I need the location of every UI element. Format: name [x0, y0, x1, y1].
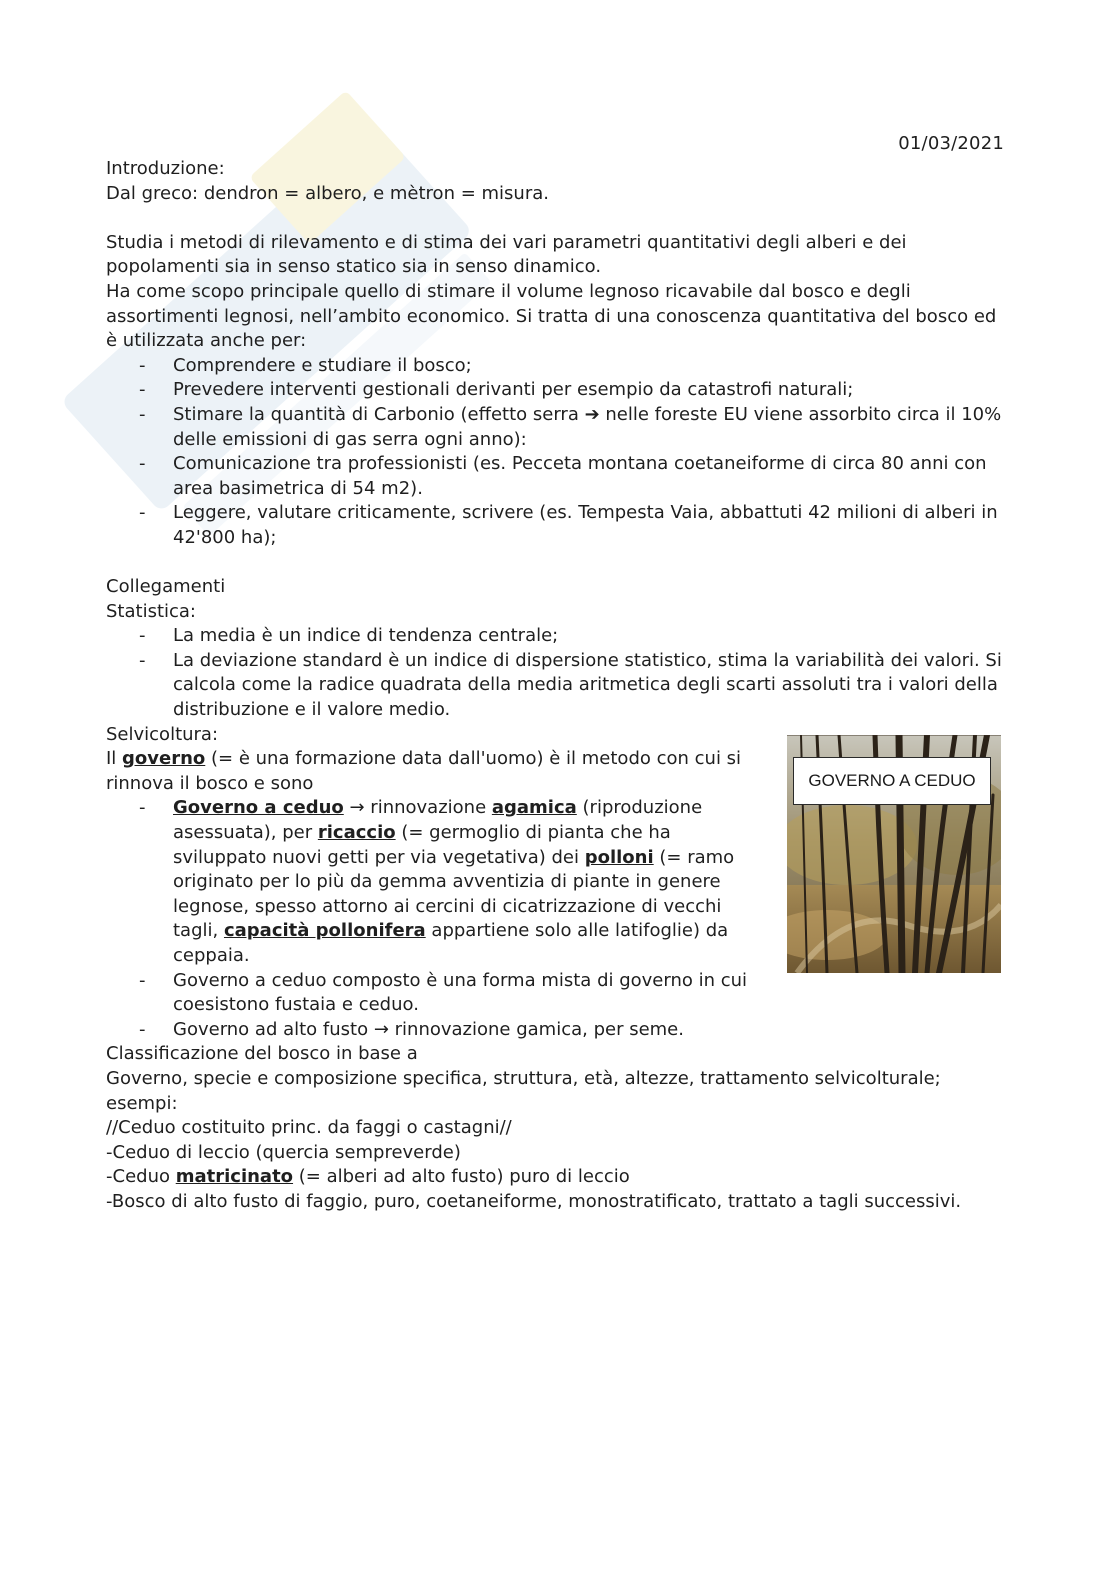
term-polloni: polloni: [584, 846, 654, 868]
term-ricaccio: ricaccio: [317, 822, 396, 844]
governance-list: [106, 796, 766, 1042]
links-heading: Collegamenti: [106, 576, 226, 598]
paragraph-line: popolamenti sia in senso statico sia in senso dinamico.: [106, 256, 602, 278]
coppice-forest-photo: [787, 735, 1001, 973]
intro-heading: Introduzione:: [106, 158, 225, 179]
classification-line: esempi:: [106, 1092, 178, 1114]
uses-list: [106, 354, 1011, 551]
list-item: - Leggere, valutare criticamente, scrivere (es. Tempesta Vaia, abbattuti 42 milioni di alberi in 42'800 ha);: [106, 501, 1011, 550]
classification-line: Classificazione del bosco in base a: [106, 1043, 418, 1065]
paragraph-line: Ha come scopo principale quello di stimare il volume legnoso ricavabile dal bosco e degli: [106, 280, 911, 302]
etymology: Dal greco: dendron = albero, e mètron = misura.: [106, 182, 549, 204]
classification-line: Governo, specie e composizione specifica, struttura, età, altezze, trattamento selvicolturale;: [106, 1067, 941, 1089]
list-item: - Governo ad alto fusto → rinnovazione gamica, per seme.: [106, 1018, 766, 1043]
list-item: - Governo a ceduo composto è una forma mista di governo in cui coesistono fustaia e ceduo.: [106, 969, 766, 1018]
photo-caption: GOVERNO A CEDUO: [793, 757, 991, 805]
list-item: - Governo a ceduo → rinnovazione agamica (riproduzione asessuata), per ricaccio (= germoglio di pianta che ha sviluppato nuovi getti per via vegetativa) dei polloni (= ramo originato per lo più da gemma avventizia di piante in genere legnose, spesso attorno ai cercini di cicatrizzazione di vecchi tagli, capacità pollonifera appartiene solo alle latifoglie) da ceppaia.: [106, 796, 766, 968]
term-capacita-pollonifera: capacità pollonifera: [223, 920, 426, 942]
list-item: - Prevedere interventi gestionali derivanti per esempio da catastrofi naturali;: [106, 378, 1011, 403]
list-item: - Stimare la quantità di Carbonio (effetto serra ➔ nelle foreste EU viene assorbito circa il 10% delle emissioni di gas serra ogni anno):: [106, 403, 1011, 452]
term-governo-a-ceduo: Governo a ceduo: [173, 797, 344, 819]
document-date: 01/03/2021: [898, 133, 1004, 154]
silviculture-intro: Il governo (= è una formazione data dall'uomo) è il metodo con cui si rinnova il bosco e sono: [106, 748, 742, 794]
paragraph-line: assortimenti legnosi, nell’ambito economico. Si tratta di una conoscenza quantitativa del bosco ed: [106, 305, 997, 327]
classification-line: -Ceduo di leccio (quercia sempreverde): [106, 1141, 461, 1163]
classification-line: //Ceduo costituito princ. da faggi o castagni//: [106, 1117, 512, 1139]
classification-line: -Bosco di alto fusto di faggio, puro, coetaneiforme, monostratificato, trattato a tagli successivi.: [106, 1190, 962, 1212]
term-matricinato: matricinato: [175, 1166, 294, 1188]
paragraph-line: Studia i metodi di rilevamento e di stima dei vari parametri quantitativi degli alberi e dei: [106, 231, 907, 253]
paragraph-line: è utilizzata anche per:: [106, 330, 307, 352]
silviculture-heading: Selvicoltura:: [106, 723, 219, 745]
list-item: - Comunicazione tra professionisti (es. Pecceta montana coetaneiforme di circa 80 anni con area basimetrica di 54 m2).: [106, 452, 1011, 501]
list-item: - Comprendere e studiare il bosco;: [106, 354, 1011, 379]
silviculture-section: [106, 723, 786, 1043]
list-item: - La deviazione standard è un indice di dispersione statistico, stima la variabilità dei valori. Si calcola come la radice quadrata della media aritmetica degli scarti assoluti tra i valori della distribuzione e il valore medio.: [106, 649, 1011, 723]
classification-line: -Ceduo matricinato (= alberi ad alto fusto) puro di leccio: [106, 1166, 630, 1188]
statistics-list: [106, 624, 1011, 722]
term-governo: governo: [122, 748, 206, 770]
document-body: [106, 157, 1011, 1215]
statistics-heading: Statistica:: [106, 600, 196, 622]
term-agamica: agamica: [491, 797, 577, 819]
list-item: - La media è un indice di tendenza centrale;: [106, 624, 1011, 649]
